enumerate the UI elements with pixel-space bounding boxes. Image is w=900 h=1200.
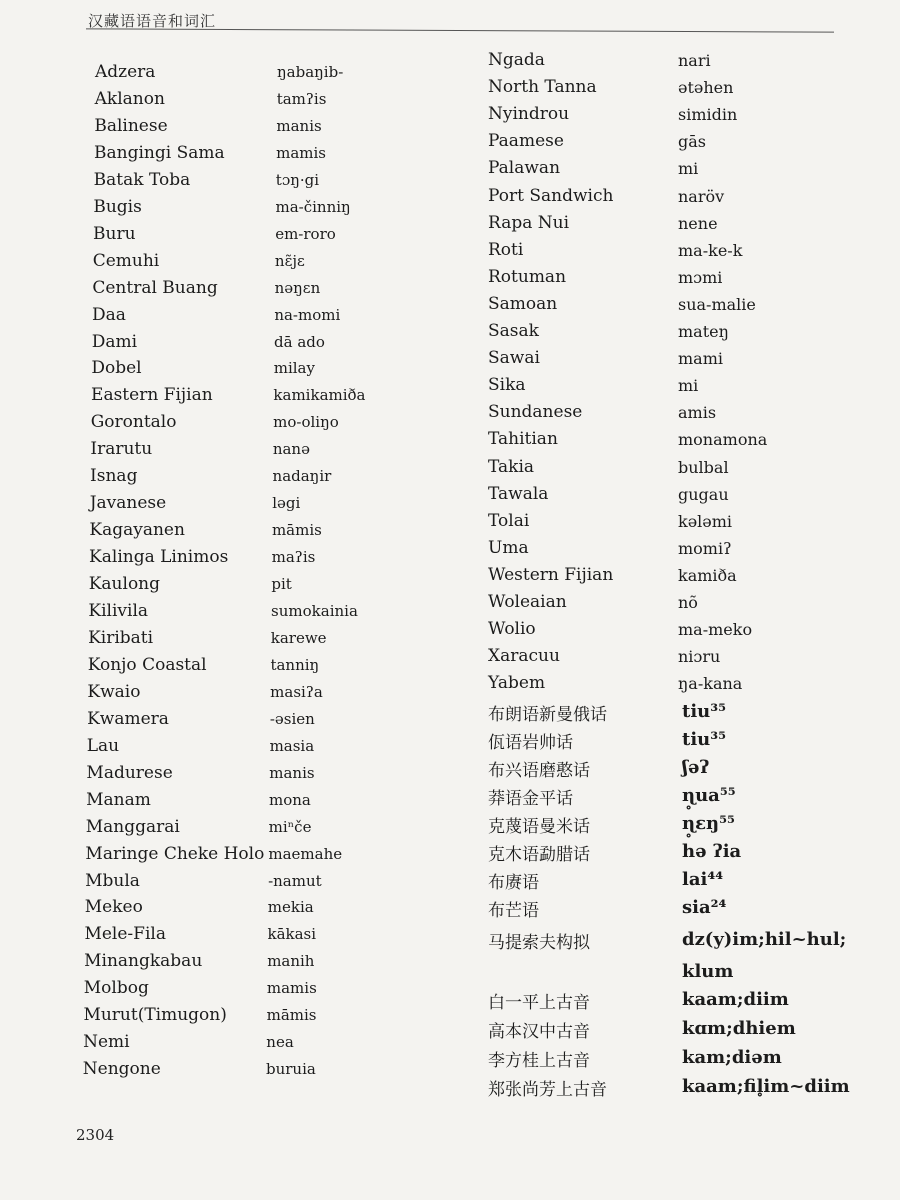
left-language-name: Kwamera [87,708,169,729]
left-word-form: -əsien [269,709,315,728]
left-language-name: Mele-Fila [84,924,166,945]
right-word-form: dz(y)im;hil~hul; [682,929,847,950]
left-language-name: Kiribati [88,627,154,648]
left-word-form: buruia [266,1060,316,1079]
right-language-name: 布芒语 [488,901,539,922]
left-language-name: Murut(Timugon) [83,1005,227,1026]
right-language-name: Paamese [488,131,564,152]
left-word-form: mekia [267,898,314,917]
left-language-name: Dami [91,331,138,352]
right-word-form: mi [678,376,699,396]
right-language-name: Yabem [488,673,546,694]
right-word-form: nõ [678,593,698,612]
left-language-name: Central Buang [92,277,218,298]
right-language-name: 克蔑语曼米话 [488,817,590,838]
right-word-form: amis [678,403,717,423]
right-word-form: kələmi [678,511,733,531]
page-number: 2304 [76,1126,115,1144]
right-word-form: ma-meko [678,620,753,640]
left-word-form: tanniŋ [270,655,320,674]
right-word-form: ətəhen [678,78,734,98]
left-word-form: milay [273,359,315,378]
right-word-form: mateŋ [678,322,729,341]
left-language-name: Nengone [82,1059,161,1080]
left-word-form: mamis [276,143,326,162]
right-language-name: Wolio [488,619,536,640]
left-language-name: Konjo Coastal [87,654,207,675]
left-word-form: manis [269,763,315,782]
right-language-name: Port Sandwich [488,185,614,206]
right-language-name: Ngada [488,50,545,70]
right-word-form: sua-malie [678,294,756,314]
right-word-form: ʃəʔ [682,757,710,779]
left-word-form: ləgi [272,494,301,513]
right-language-name: 李方桂上古音 [488,1051,590,1071]
right-word-form: simidin [678,105,738,125]
right-language-name: 白一平上古音 [488,993,590,1013]
right-word-form: naröv [678,186,725,206]
left-language-name: Daa [92,304,126,325]
right-language-name: Uma [488,537,529,558]
left-language-name: Kalinga Linimos [89,547,229,568]
left-word-form: nadaŋir [272,467,332,486]
right-word-form: bulbal [678,457,729,477]
left-language-name: Batak Toba [93,169,191,190]
right-word-form: nene [678,213,718,233]
right-word-form: kaam;diim [682,989,789,1010]
left-language-name: Dobel [91,358,142,379]
right-language-name: Sasak [488,321,539,341]
right-word-form: tiu³⁵ [682,701,727,723]
right-word-form: mi [678,159,699,179]
left-word-form: em-roro [275,224,336,243]
left-language-name: Mbula [85,870,140,891]
left-language-name: Bangingi Sama [94,142,225,163]
left-language-name: Madurese [86,762,173,783]
left-word-form: mamis [266,979,317,998]
right-word-form: klum [682,961,734,982]
right-language-name: Palawan [488,158,561,179]
right-language-name: 布赓语 [488,873,539,894]
right-language-name: 莽语金平话 [488,789,573,810]
left-language-name: Gorontalo [90,412,177,433]
right-word-form: mɔmi [678,267,723,287]
right-word-form: ɳ̥ɛŋ⁵⁵ [682,813,735,835]
left-language-name: Kagayanen [89,520,185,541]
left-language-name: Balinese [94,115,168,136]
right-language-name: Takia [488,456,535,477]
right-word-form: hə ʔia [682,841,742,863]
left-language-name: Kwaio [87,681,141,702]
left-word-form: maʔis [271,548,316,567]
left-word-form: dā ado [274,332,325,351]
left-language-name: Adzera [95,62,156,82]
left-language-name: Kaulong [88,574,161,595]
right-language-name: North Tanna [488,77,597,98]
right-language-name: Western Fijian [488,564,614,585]
right-language-name: Xaracuu [488,646,560,667]
left-language-name: Nemi [83,1032,130,1053]
right-word-form: ɳ̥ua⁵⁵ [682,785,736,807]
left-word-form: maemahe [268,844,343,863]
left-word-form: ma-činniŋ [275,197,351,216]
right-word-form: lai⁴⁴ [682,869,724,891]
left-word-form: nea [266,1033,294,1052]
left-word-form: manis [276,116,322,135]
left-word-form: māmis [266,1006,317,1025]
right-word-form: gugau [678,484,729,504]
right-language-name: 布朗语新曼俄话 [488,705,607,726]
right-language-name: Rapa Nui [488,212,570,233]
right-language-name: Woleaian [488,592,567,612]
left-word-form: kamikamiða [273,386,366,405]
right-word-form: ŋa-kana [678,674,743,694]
left-language-name: Bugis [93,196,142,217]
left-word-form: kākasi [267,925,317,944]
right-word-form: kɑm;dhiem [682,1018,796,1039]
right-word-form: niɔru [678,647,721,667]
left-language-name: Maringe Cheke Holo [85,843,265,864]
right-word-form: kamiða [678,565,737,585]
left-word-form: na-momi [274,305,341,324]
left-language-name: Buru [93,223,136,244]
right-word-form: mami [678,349,723,369]
left-language-name: Kilivila [88,601,149,621]
right-language-name: Nyindrou [488,104,570,125]
right-language-name: Roti [488,239,524,260]
right-word-form: ma-ke-k [678,240,743,260]
left-word-form: masia [269,736,315,755]
left-language-name: Minangkabau [84,951,203,972]
left-word-form: manih [267,952,315,971]
left-word-form: ŋabaŋib- [277,63,344,81]
left-word-form: nəŋɛn [274,278,321,297]
right-word-form: gās [678,132,706,152]
left-language-name: Javanese [89,493,167,514]
right-language-name: 郑张尚芳上古音 [488,1080,607,1100]
right-language-name: Tawala [488,483,549,504]
left-language-name: Aklanon [94,88,165,109]
right-language-name: 布兴语磨憨话 [488,761,590,782]
right-language-name: 马提索夫构拟 [488,933,590,953]
right-word-form: momiʔ [678,538,732,558]
left-word-form: mona [268,790,311,809]
left-word-form: tamʔis [276,89,327,108]
right-word-form: nari [678,51,711,70]
left-language-name: Molbog [83,978,149,999]
left-language-name: Lau [86,735,120,756]
right-language-name: 佤语岩帅话 [488,733,573,754]
left-language-name: Isnag [90,466,138,487]
right-word-form: sia²⁴ [682,897,727,919]
left-word-form: miⁿče [268,817,312,836]
right-language-name: Tolai [488,510,530,531]
right-language-name: Samoan [488,293,558,314]
left-language-name: Manam [86,789,151,810]
left-language-name: Mekeo [84,897,143,918]
left-word-form: -namut [268,871,322,890]
right-language-name: Tahitian [488,429,558,450]
left-language-name: Cemuhi [92,250,160,271]
left-language-name: Irarutu [90,439,153,460]
left-language-name: Eastern Fijian [91,385,213,406]
left-word-form: sumokainia [271,602,358,620]
right-language-name: 高本汉中古音 [488,1022,590,1042]
right-word-form: monamona [678,430,768,450]
left-word-form: mo-oliŋo [273,413,339,432]
right-language-name: Sawai [488,348,540,369]
left-word-form: karewe [270,628,327,647]
right-word-form: kaam;fil̥im~diim [682,1076,850,1097]
left-word-form: nanə [272,440,310,459]
right-language-name: Rotuman [488,266,567,287]
left-word-form: māmis [271,521,322,540]
left-word-form: pit [271,575,292,594]
left-word-form: tɔŋ·gi [275,170,320,189]
right-language-name: Sundanese [488,402,583,423]
left-word-form: nɛ̃jɛ [274,251,305,270]
right-language-name: 克木语勐腊话 [488,845,590,866]
left-word-form: masiʔa [270,682,323,701]
right-word-form: kam;diəm [682,1047,782,1068]
left-language-name: Manggarai [85,816,180,837]
right-word-form: tiu³⁵ [682,729,727,751]
running-header: 汉藏语语音和词汇 [88,12,217,30]
right-language-name: Sika [488,375,526,396]
